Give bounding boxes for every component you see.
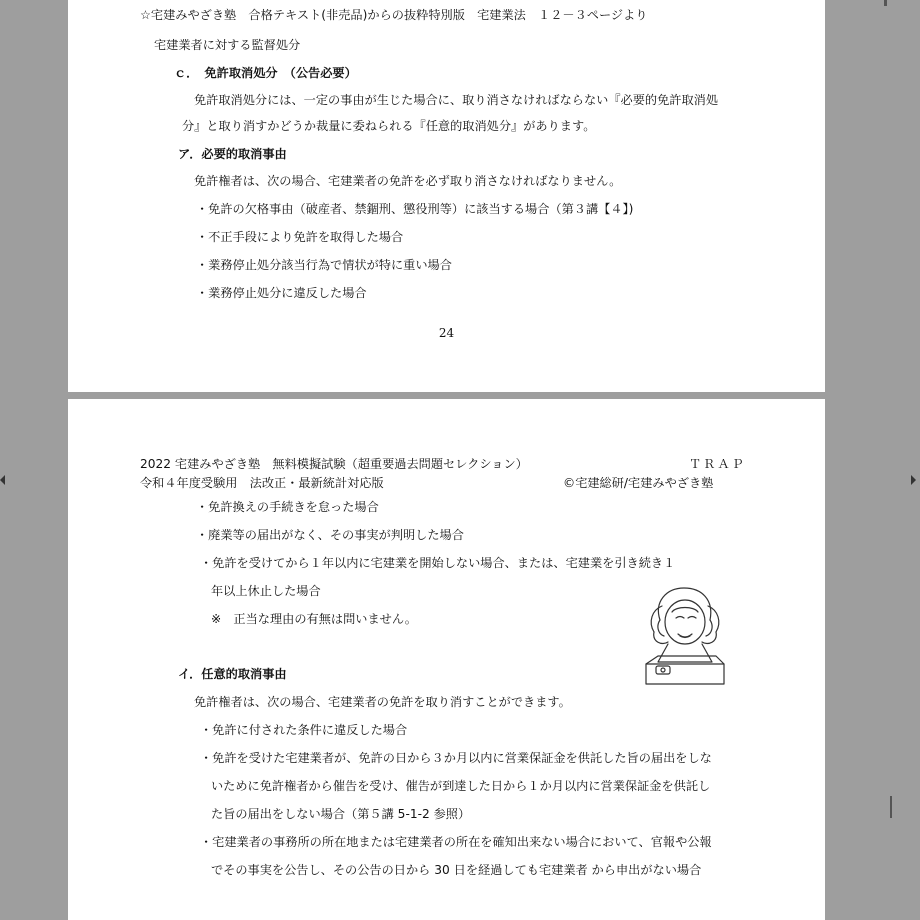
- intro-line-2: 分』と取り消すかどうか裁量に委ねられる『任意的取消処分』があります。: [182, 119, 596, 133]
- scroll-top-marker: [884, 0, 887, 6]
- document-page-25: [68, 399, 825, 920]
- list-item: ・免許換えの手続きを怠った場合: [196, 500, 379, 514]
- previous-page-arrow-icon[interactable]: [0, 475, 5, 485]
- list-item: ・免許を受けてから１年以内に宅建業を開始しない場合、または、宅建業を引き続き１: [200, 556, 676, 570]
- document-page-24: [68, 0, 825, 392]
- next-page-arrow-icon[interactable]: [911, 475, 916, 485]
- scrollbar-thumb[interactable]: [890, 796, 892, 818]
- list-item: ・不正手段により免許を取得した場合: [196, 230, 404, 244]
- list-item: ・免許の欠格事由（破産者、禁錮刑、懲役刑等）に該当する場合（第３講【４】): [196, 202, 634, 216]
- list-item-continuation: 年以上休止した場合: [211, 584, 321, 598]
- page-header-edition: 令和４年度受験用 法改正・最新統計対応版: [140, 476, 384, 490]
- section-a-lead: 免許権者は、次の場合、宅建業者の免許を必ず取り消さなければなりません。: [194, 174, 622, 188]
- list-item: ・免許を受けた宅建業者が、免許の日から３か月以内に営業保証金を供託した旨の届出をしな: [200, 751, 712, 765]
- intro-line-1: 免許取消処分には、一定の事由が生じた場合に、取り消さなければならない『必要的免許取消処: [194, 93, 719, 107]
- page-header: ☆宅建みやざき塾 合格テキスト(非売品)からの抜粋特別版 宅建業法 １２－３ページより: [140, 8, 648, 22]
- page-header-title: 2022 宅建みやざき塾 無料模擬試験（超重要過去問題セレクション）: [140, 457, 528, 471]
- page-number: 24: [438, 326, 455, 340]
- section-a-title: ア．必要的取消事由: [178, 147, 287, 161]
- list-item-continuation: た旨の届出をしない場合（第５講 5-1-2 参照）: [211, 807, 471, 821]
- page-subheader: 宅建業者に対する監督処分: [154, 38, 301, 52]
- list-item: ・免許に付された条件に違反した場合: [200, 723, 408, 737]
- section-i-lead: 免許権者は、次の場合、宅建業者の免許を取り消すことができます。: [194, 695, 571, 709]
- list-item: ・業務停止処分該当行為で情状が特に重い場合: [196, 258, 452, 272]
- page-header-copyright: ©宅建総研/宅建みやざき塾: [563, 476, 714, 490]
- student-illustration: [640, 582, 730, 688]
- list-item: ・業務停止処分に違反した場合: [196, 286, 367, 300]
- list-item-continuation: いために免許権者から催告を受け、催告が到達した日から１か月以内に営業保証金を供託し: [211, 779, 711, 793]
- list-item-continuation: でその事実を公告し、その公告の日から 30 日を経過しても宅建業者 から申出がない場合: [211, 863, 702, 877]
- page-header-brand: ＴＲＡＰ: [689, 457, 746, 471]
- list-item: ・宅建業者の事務所の所在地または宅建業者の所在を確知出来ない場合において、官報や公報: [200, 835, 712, 849]
- note-text: ※ 正当な理由の有無は問いません。: [211, 612, 417, 626]
- section-c-title: ｃ． 免許取消処分 （公告必要）: [174, 66, 357, 80]
- list-item: ・廃業等の届出がなく、その事実が判明した場合: [196, 528, 464, 542]
- section-i-title: イ．任意的取消事由: [178, 667, 287, 681]
